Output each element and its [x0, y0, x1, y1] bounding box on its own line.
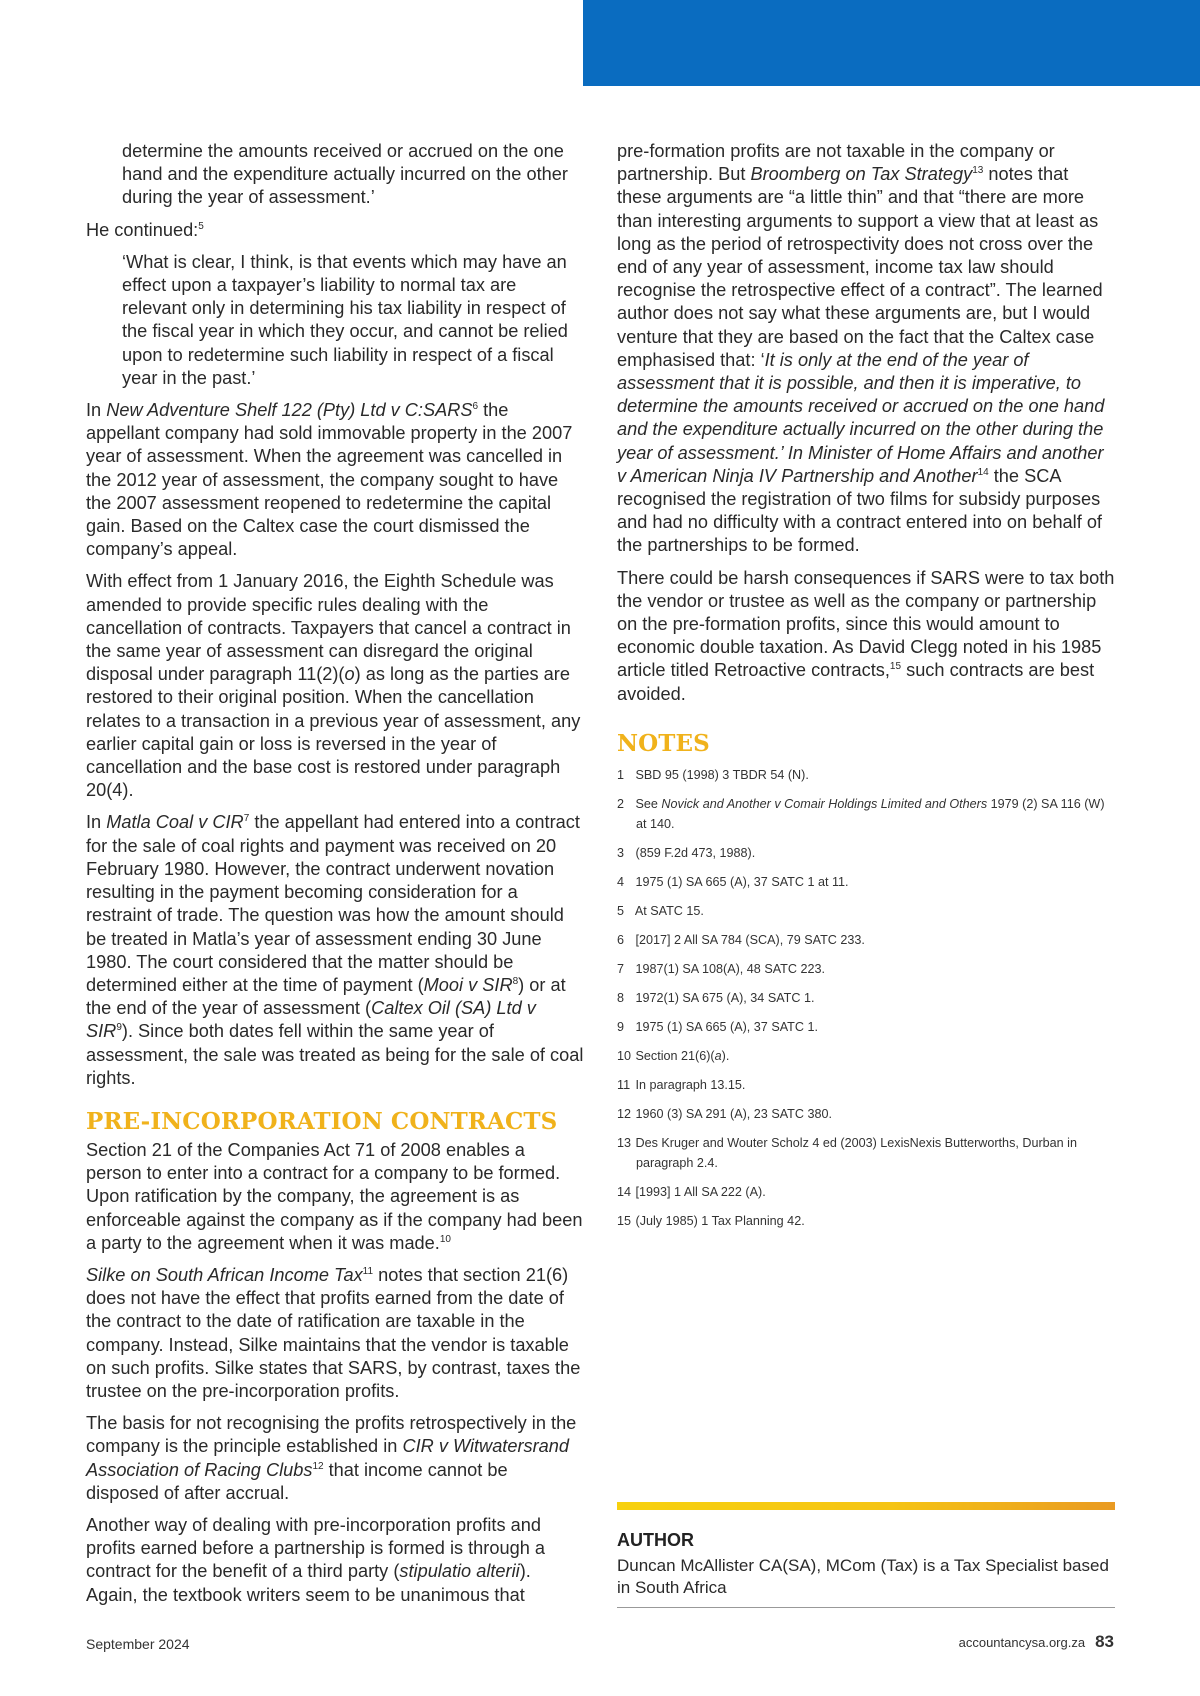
body-paragraph: In Matla Coal v CIR$^7$ the appellant had entered into a contract for the sale of coal rights and payment was received on 20 February 1980. However, the contract underwent novation resulting in the payment becoming consideration for a restraint of trade. The question was how the amount should be treated in Matla’s year of assessment ending 30 June 1980. The court considered that the matter should be determined either at the time of payment (Mooi v SIR$^8$) or at the end of the year of assessment (Caltex Oil (SA) Ltd v SIR$^9$). Since both dates fell within the same year of assessment, the sale was treated as being for the sale of coal rights.: [86, 812, 584, 1088]
body-paragraph: With effect from 1 January 2016, the Eighth Schedule was amended to provide specific rules dealing with the cancellation of contracts. Taxpayers that cancel a contract in the same year of assessment can disregard the original disposal under paragraph 11(2)(o) as long as the parties are restored to their original position. When the cancellation relates to a transaction in a previous year of assessment, any earlier capital gain or loss is reversed in the year of cancellation and the base cost is restored under paragraph 20(4).: [86, 571, 581, 801]
top-banner: [583, 0, 1200, 86]
body-paragraph: The basis for not recognising the profits retrospectively in the company is the principle established in CIR v Witwatersrand Association of Racing Clubs$^{12}$ that income cannot be disposed of after accrual.: [86, 1413, 577, 1503]
author-accent-bar: [617, 1502, 1115, 1510]
body-paragraph: Section 21 of the Companies Act 71 of 2008 enables a person to enter into a contract for a company to be formed. Upon ratification by the company, the agreement is as enforceable against the company as if the company had been a party to the agreement when it was made.$^{10}$: [86, 1139, 583, 1253]
footer-right: [959, 1632, 1114, 1652]
right-column: [617, 140, 1115, 1240]
note-item: 13 Des Kruger and Wouter Scholz 4 ed (2003) LexisNexis Butterworths, Durban in paragraph 2.4.: [617, 1135, 1077, 1170]
footnote-ref: 15: [889, 661, 902, 673]
footnote-ref: 8: [512, 975, 519, 987]
quote-paragraph: ‘What is clear, I think, is that events which may have an effect upon a taxpayer’s liability to normal tax are relevant only in determining his tax liability in respect of the fiscal year in which they occur, and cannot be relied upon to redetermine such liability in respect of a fiscal year in the past.’: [122, 251, 568, 388]
footer-website[interactable]: accountancysa.org.za: [958, 1635, 1086, 1650]
author-box: [617, 1502, 1115, 1608]
author-heading: AUTHOR: [617, 1530, 694, 1550]
footnote-ref: 6: [472, 400, 479, 412]
note-item: 10 Section 21(6)(a).: [617, 1048, 730, 1063]
page-number: 83: [1095, 1632, 1114, 1651]
body-paragraph: He continued:$^5$: [86, 219, 204, 240]
note-item: 14 [1993] 1 All SA 222 (A).: [617, 1184, 766, 1199]
note-item: 6 [2017] 2 All SA 784 (SCA), 79 SATC 233.: [617, 932, 865, 947]
footnote-ref: 13: [972, 165, 984, 177]
note-item: 12 1960 (3) SA 291 (A), 23 SATC 380.: [617, 1106, 832, 1121]
note-item: 1 SBD 95 (1998) 3 TBDR 54 (N).: [617, 767, 809, 782]
body-paragraph: Another way of dealing with pre-incorporation profits and profits earned before a partnership is formed is through a contract for the benefit of a third party (stipulatio alterii). Again, the textbook writers seem to be unanimous that: [86, 1514, 545, 1605]
quote-paragraph: determine the amounts received or accrued on the one hand and the expenditure actually incurred on the other during the year of assessment.’: [122, 141, 568, 208]
footnote-ref: 10: [439, 1233, 451, 1245]
footnote-ref: 12: [312, 1460, 324, 1472]
note-item: 5 At SATC 15.: [617, 903, 704, 918]
body-paragraph: There could be harsh consequences if SARS were to tax both the vendor or trustee as well as the company or partnership on the pre-formation profits, since this would amount to economic double taxation. As David Clegg noted in his 1985 article titled Retroactive contracts,$^{15}$ such contracts are best avoided.: [617, 567, 1115, 704]
note-item: 11 In paragraph 13.15.: [617, 1077, 746, 1092]
footnote-ref: 7: [243, 813, 250, 825]
footnote-ref: 5: [198, 220, 204, 232]
author-bio: Duncan McAllister CA(SA), MCom (Tax) is a Tax Specialist based in South Africa: [617, 1556, 1109, 1597]
footnote-ref: 14: [977, 466, 989, 478]
footer-date: September 2024: [86, 1636, 190, 1652]
section-heading: PRE-INCORPORATION CONTRACTS: [86, 1107, 558, 1135]
note-item: 9 1975 (1) SA 665 (A), 37 SATC 1.: [617, 1019, 818, 1034]
note-item: 3 (859 F.2d 473, 1988).: [617, 845, 756, 860]
note-item: 2 See Novick and Another v Comair Holdings Limited and Others 1979 (2) SA 116 (W) at 140.: [617, 796, 1105, 831]
note-item: 4 1975 (1) SA 665 (A), 37 SATC 1 at 11.: [617, 874, 849, 889]
footnote-ref: 9: [116, 1022, 122, 1034]
body-paragraph: Silke on South African Income Tax$^{11}$ notes that section 21(6) does not have the effect that profits earned from the date of the contract to the date of ratification are taxable in the company. Instead, Silke maintains that the vendor is taxable on such profits. Silke states that SARS, by contrast, taxes the trustee on the pre-incorporation profits.: [86, 1264, 581, 1401]
left-column: [86, 140, 584, 1616]
note-item: 8 1972(1) SA 675 (A), 34 SATC 1.: [617, 990, 815, 1005]
note-item: 7 1987(1) SA 108(A), 48 SATC 223.: [617, 961, 825, 976]
divider: [617, 1607, 1115, 1608]
notes-list: [617, 765, 1115, 1231]
notes-heading: NOTES: [617, 729, 710, 757]
body-paragraph: In New Adventure Shelf 122 (Pty) Ltd v C:SARS$^6$ the appellant company had sold immovable property in the 2007 year of assessment. When the agreement was cancelled in the 2012 year of assessment, the company sought to have the 2007 assessment reopened to redetermine the capital gain. Based on the Caltex case the court dismissed the company’s appeal.: [86, 400, 573, 560]
footnote-ref: 11: [362, 1265, 374, 1277]
note-item: 15 (July 1985) 1 Tax Planning 42.: [617, 1213, 805, 1228]
body-paragraph: pre-formation profits are not taxable in the company or partnership. But Broomberg on Tax Strategy$^{13}$ notes that these arguments are “a little thin” and that “there are more than interesting arguments to support a view that at least as long as the period of retrospectivity does not cross over the end of any year of assessment, income tax law should recognise the retrospective effect of a contract”. The learned author does not say what these arguments are, but I would venture that they are based on the fact that the Caltex case emphasised that: ‘It is only at the end of the year of assessment that it is possible, and then it is imperative, to determine the amounts received or accrued on the one hand and the expenditure actually incurred on the other during the year of assessment.’ In Minister of Home Affairs and another v American Ninja IV Partnership and Another$^{14}$ the SCA recognised the registration of two films for subsidy purposes and had no difficulty with a contract entered into on behalf of the partnerships to be formed.: [617, 141, 1105, 556]
